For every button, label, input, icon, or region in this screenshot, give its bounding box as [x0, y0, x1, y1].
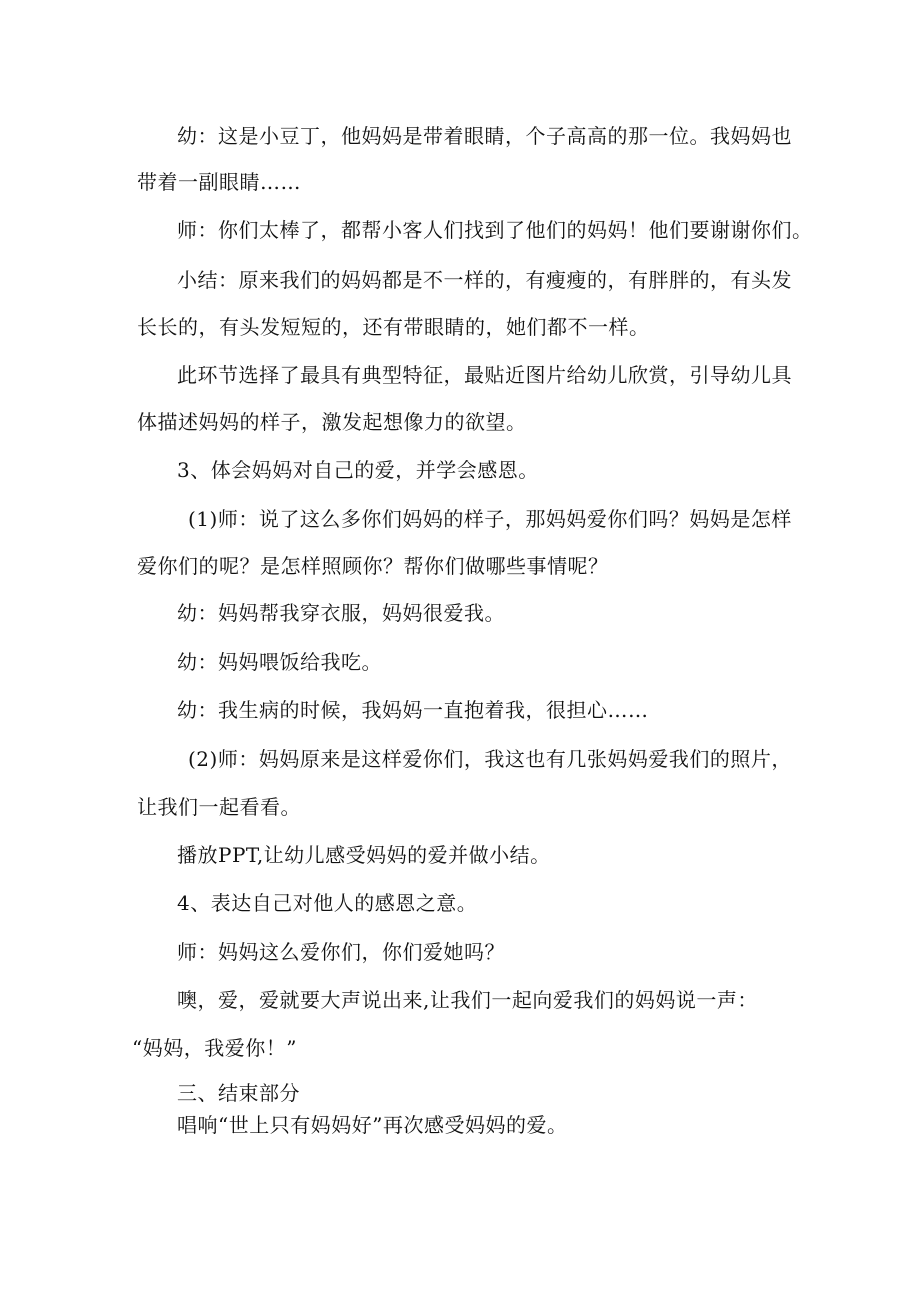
paragraph-line: 此环节选择了最具有典型特征，最贴近图片给幼儿欣赏，引导幼儿具: [177, 363, 792, 387]
paragraph-line: 幼：妈妈喂饭给我吃。: [177, 650, 382, 674]
paragraph-line: 幼：我生病的时候，我妈妈一直抱着我，很担心……: [177, 698, 649, 722]
section-heading: 三、结束部分: [177, 1081, 300, 1105]
paragraph-line: 噢，爱，爱就要大声说出来,让我们一起向爱我们的妈妈说一声：: [177, 988, 758, 1012]
paragraph-line: 幼：妈妈帮我穿衣服，妈妈很爱我。: [177, 601, 505, 625]
paragraph-line: 体描述妈妈的样子，激发起想像力的欲望。: [137, 410, 527, 434]
paragraph-line: 让我们一起看看。: [137, 795, 301, 819]
paragraph-line: 带着一副眼睛……: [137, 170, 301, 194]
paragraph-line: 幼：这是小豆丁，他妈妈是带着眼睛，个子高高的那一位。我妈妈也: [177, 124, 792, 148]
paragraph-line: 爱你们的呢？是怎样照顾你？帮你们做哪些事情呢？: [137, 554, 609, 578]
paragraph-line: 4、表达自己对他人的感恩之意。: [177, 891, 478, 915]
paragraph-line: 小结：原来我们的妈妈都是不一样的，有瘦瘦的，有胖胖的，有头发: [177, 268, 792, 292]
paragraph-line: 师：妈妈这么爱你们，你们爱她吗？: [177, 940, 505, 964]
paragraph-line: 师：你们太棒了，都帮小客人们找到了他们的妈妈！他们要谢谢你们。: [177, 218, 813, 242]
paragraph-line: “妈妈，我爱你！”: [132, 1036, 297, 1060]
paragraph-line: 唱响“世上只有妈妈好”再次感受妈妈的爱。: [177, 1113, 568, 1137]
paragraph-line: 播放PPT,让幼儿感受妈妈的爱并做小结。: [177, 843, 551, 867]
paragraph-line: 长长的，有头发短短的，还有带眼睛的，她们都不一样。: [137, 315, 650, 339]
paragraph-line: (1)师：说了这么多你们妈妈的样子，那妈妈爱你们吗？妈妈是怎样: [188, 507, 792, 531]
paragraph-line: 3、体会妈妈对自己的爱，并学会感恩。: [177, 458, 539, 482]
paragraph-line: (2)师：妈妈原来是这样爱你们，我这也有几张妈妈爱我们的照片，: [188, 747, 792, 771]
